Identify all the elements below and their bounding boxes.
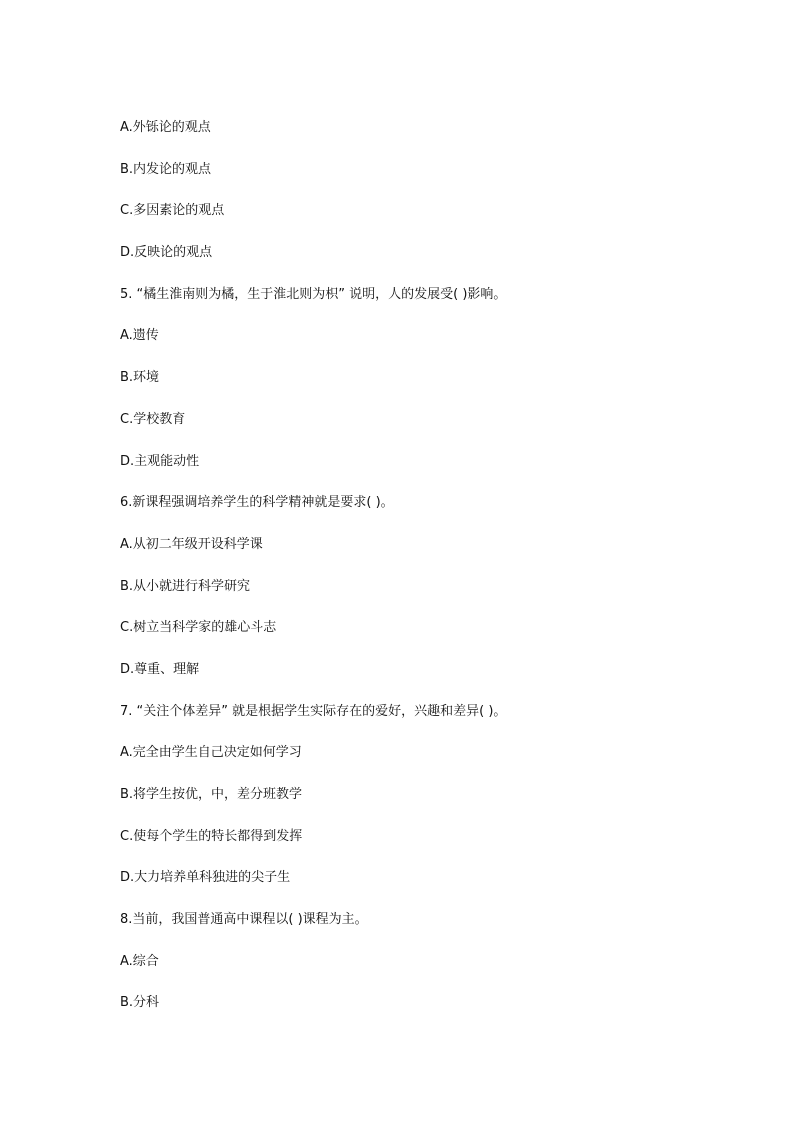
option-5a: A.遗传 xyxy=(120,328,159,344)
question-list xyxy=(120,118,680,1035)
option-8b: B.分科 xyxy=(120,995,160,1011)
option-6b: B.从小就进行科学研究 xyxy=(120,578,251,594)
option-7d: D.大力培养单科独进的尖子生 xyxy=(120,870,291,886)
option-6c: C.树立当科学家的雄心斗志 xyxy=(120,620,277,636)
option-4b: B.内发论的观点 xyxy=(120,161,212,177)
option-7b: B.将学生按优，中，差分班教学 xyxy=(120,787,303,802)
question-5: 5. “橘生淮南则为橘，生于淮北则为枳” 说明，人的发展受( )影响。 xyxy=(120,286,507,302)
option-4d: D.反映论的观点 xyxy=(120,245,213,261)
option-7c: C.使每个学生的特长都得到发挥 xyxy=(120,828,303,844)
option-4c: C.多因素论的观点 xyxy=(120,203,225,219)
option-7a: A.完全由学生自己决定如何学习 xyxy=(120,745,302,761)
option-8a: A.综合 xyxy=(120,953,159,969)
option-5b: B.环境 xyxy=(120,370,160,386)
option-5c: C.学校教育 xyxy=(120,411,186,427)
question-6: 6.新课程强调培养学生的科学精神就是要求( )。 xyxy=(120,495,394,511)
option-6d: D.尊重、理解 xyxy=(120,661,200,677)
option-4a: A.外铄论的观点 xyxy=(120,120,211,135)
question-7: 7. “关注个体差异” 就是根据学生实际存在的爱好，兴趣和差异( )。 xyxy=(120,703,507,719)
option-5d: D.主观能动性 xyxy=(120,453,200,469)
question-8: 8.当前，我国普通高中课程以( )课程为主。 xyxy=(120,912,368,928)
option-6a: A.从初二年级开设科学课 xyxy=(120,536,263,552)
